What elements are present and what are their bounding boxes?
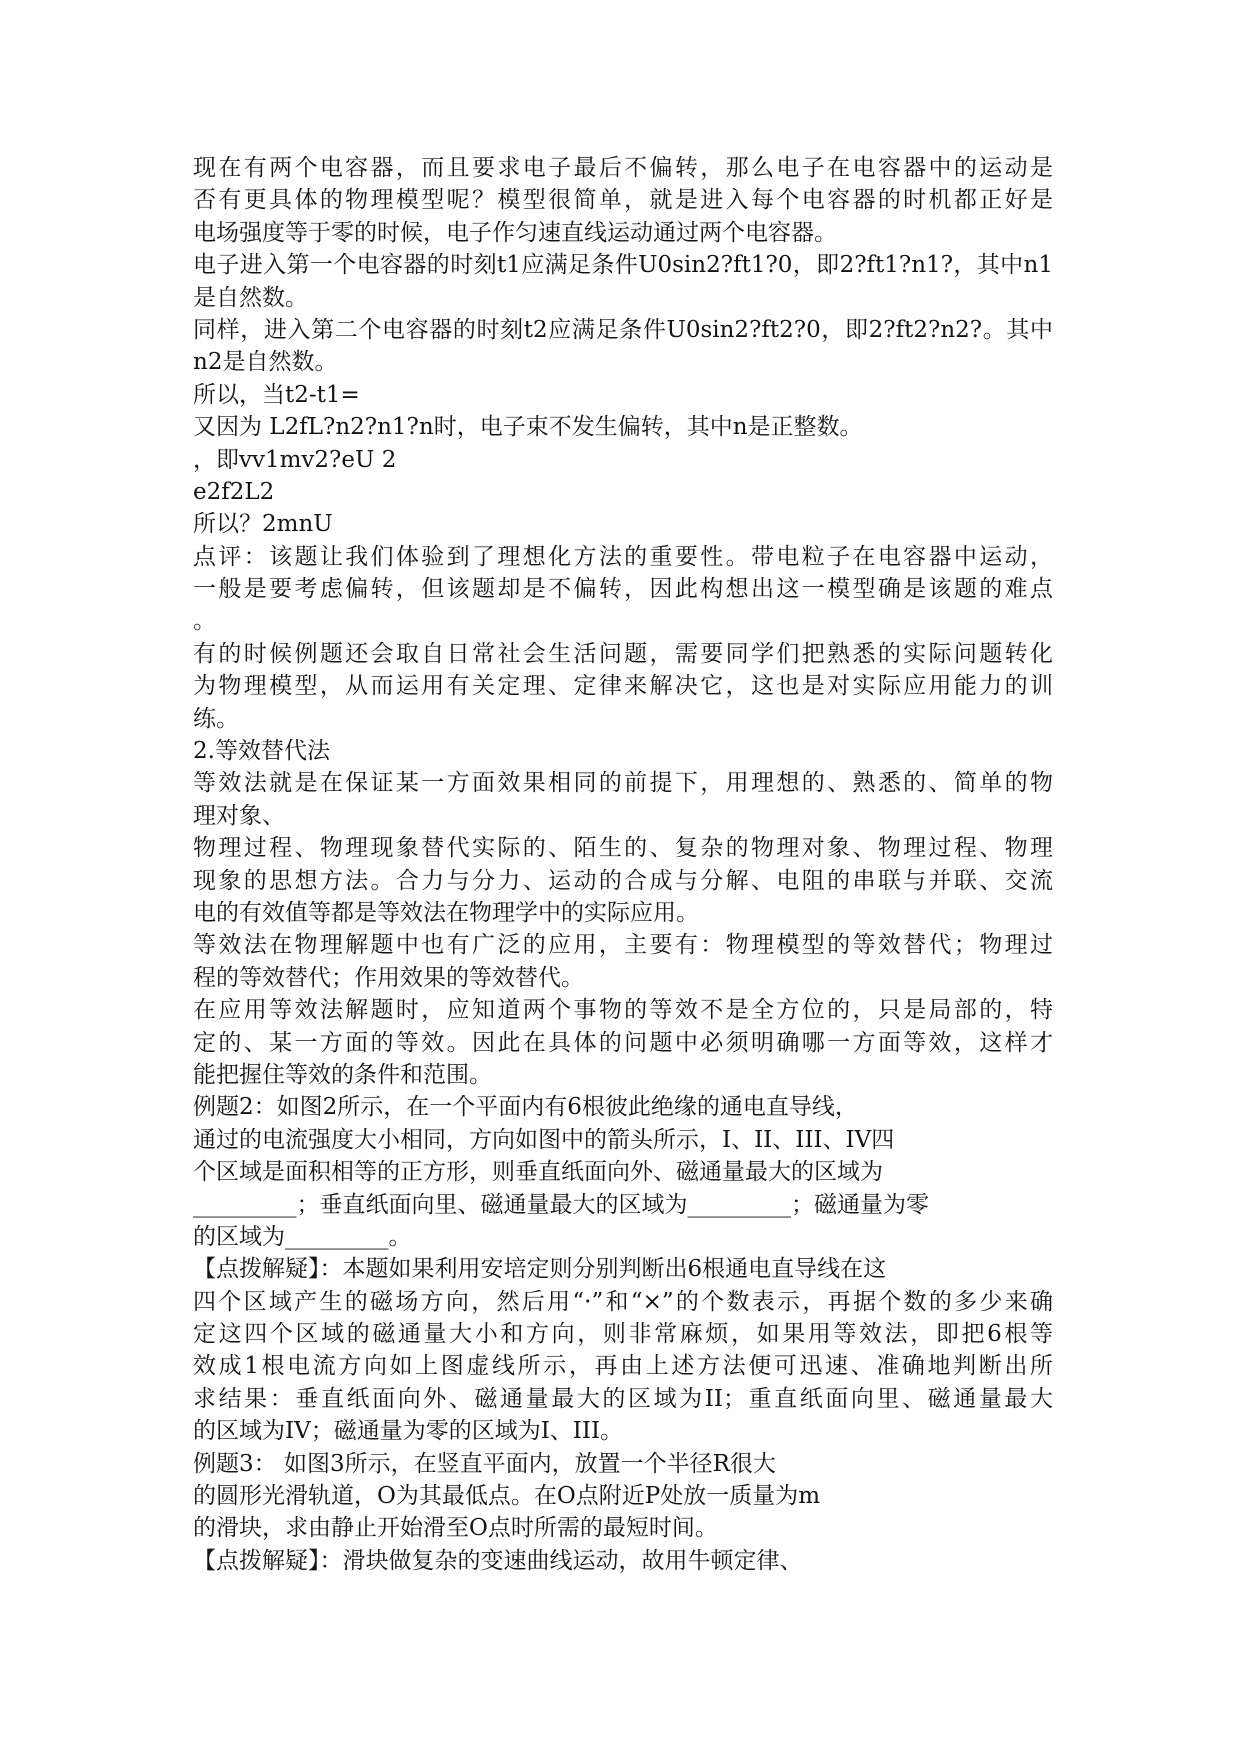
text-line: 。 <box>193 608 216 635</box>
text-line: 的区域为IV；磁通量为零的区域为I、III。 <box>193 1418 624 1445</box>
text-line: 【点拨解疑】：本题如果利用安培定则分别判断出6根通电直导线在这 <box>193 1256 887 1283</box>
text-line: 的区域为_________。 <box>193 1223 412 1250</box>
text-line: 的圆形光滑轨道，O为其最低点。在O点附近P处放一质量为m <box>193 1483 820 1510</box>
text-line: 通过的电流强度大小相同，方向如图中的箭头所示，I、II、III、IV四 <box>193 1126 895 1153</box>
text-line: e2f2L2 <box>193 478 275 505</box>
text-line: 程的等效替代；作用效果的等效替代。 <box>193 964 584 991</box>
text-line: 同样，进入第二个电容器的时刻t2应满足条件U0sin2?ft2?0，即2?ft2?n2?。其中 <box>193 316 1053 343</box>
text-line: 效成1根电流方向如上图虚线所示，再由上述方法便可迅速、准确地判断出所 <box>193 1353 1053 1380</box>
text-line: 个区域是面积相等的正方形，则垂直纸面向外、磁通量最大的区域为 <box>193 1159 883 1186</box>
text-line: 所以，当t2-t1= <box>193 381 360 408</box>
text-line: 否有更具体的物理模型呢？模型很简单，就是进入每个电容器的时机都正好是 <box>193 187 1053 214</box>
text-line: 有的时候例题还会取自日常社会生活问题，需要同学们把熟悉的实际问题转化 <box>193 640 1053 667</box>
text-line: 【点拨解疑】：滑块做复杂的变速曲线运动，故用牛顿定律、 <box>193 1547 803 1574</box>
text-line: 点评：该题让我们体验到了理想化方法的重要性。带电粒子在电容器中运动， <box>193 543 1053 570</box>
text-line: 定这四个区域的磁通量大小和方向，则非常麻烦，如果用等效法，即把6根等 <box>193 1321 1053 1348</box>
text-line: 电的有效值等都是等效法在物理学中的实际应用。 <box>193 899 699 926</box>
text-line: 在应用等效法解题时，应知道两个事物的等效不是全方位的，只是局部的，特 <box>193 997 1053 1024</box>
text-line: 2.等效替代法 <box>193 738 330 765</box>
text-line: 所以？2mnU <box>193 511 333 538</box>
text-line: 定的、某一方面的等效。因此在具体的问题中必须明确哪一方面等效，这样才 <box>193 1029 1053 1056</box>
text-line: n2是自然数。 <box>193 349 338 376</box>
text-line: 练。 <box>193 705 239 732</box>
text-line: 是自然数。 <box>193 284 308 311</box>
text-line: 能把握住等效的条件和范围。 <box>193 1061 492 1088</box>
text-line: 等效法在物理解题中也有广泛的应用，主要有：物理模型的等效替代；物理过 <box>193 932 1053 959</box>
text-line: 例题2：如图2所示，在一个平面内有6根彼此绝缘的通电直导线， <box>193 1094 858 1121</box>
text-line: 电子进入第一个电容器的时刻t1应满足条件U0sin2?ft1?0，即2?ft1?n1?，其中n1 <box>193 252 1053 279</box>
document-page <box>193 152 1053 1577</box>
text-line: 理对象、 <box>193 802 285 829</box>
text-line: 又因为 L2fL?n2?n1?n时，电子束不发生偏转，其中n是正整数。 <box>193 414 863 441</box>
text-line: ，即vv1mv2?eU 2 <box>193 446 397 473</box>
text-line: 现在有两个电容器，而且要求电子最后不偏转，那么电子在电容器中的运动是 <box>193 155 1053 181</box>
text-line: 的滑块，求由静止开始滑至O点时所需的最短时间。 <box>193 1515 718 1542</box>
text-line: 为物理模型，从而运用有关定理、定律来解决它，这也是对实际应用能力的训 <box>193 673 1053 700</box>
text-line: 一般是要考虑偏转，但该题却是不偏转，因此构想出这一模型确是该题的难点 <box>193 576 1053 603</box>
text-line: 四个区域产生的磁场方向，然后用“·”和“×”的个数表示，再据个数的多少来确 <box>193 1288 1053 1315</box>
text-line: 等效法就是在保证某一方面效果相同的前提下，用理想的、熟悉的、简单的物 <box>193 770 1053 797</box>
text-line: 物理过程、物理现象替代实际的、陌生的、复杂的物理对象、物理过程、物理 <box>193 835 1053 862</box>
text-line: 现象的思想方法。合力与分力、运动的合成与分解、电阻的串联与并联、交流 <box>193 867 1053 894</box>
text-line: 电场强度等于零的时候，电子作匀速直线运动通过两个电容器。 <box>193 219 837 246</box>
text-line: _________；垂直纸面向里、磁通量最大的区域为_________；磁通量为零 <box>193 1191 929 1218</box>
text-line: 例题3： 如图3所示，在竖直平面内，放置一个半径R很大 <box>193 1450 776 1477</box>
text-line: 求结果：垂直纸面向外、磁通量最大的区域为II；重直纸面向里、磁通量最大 <box>193 1385 1053 1412</box>
